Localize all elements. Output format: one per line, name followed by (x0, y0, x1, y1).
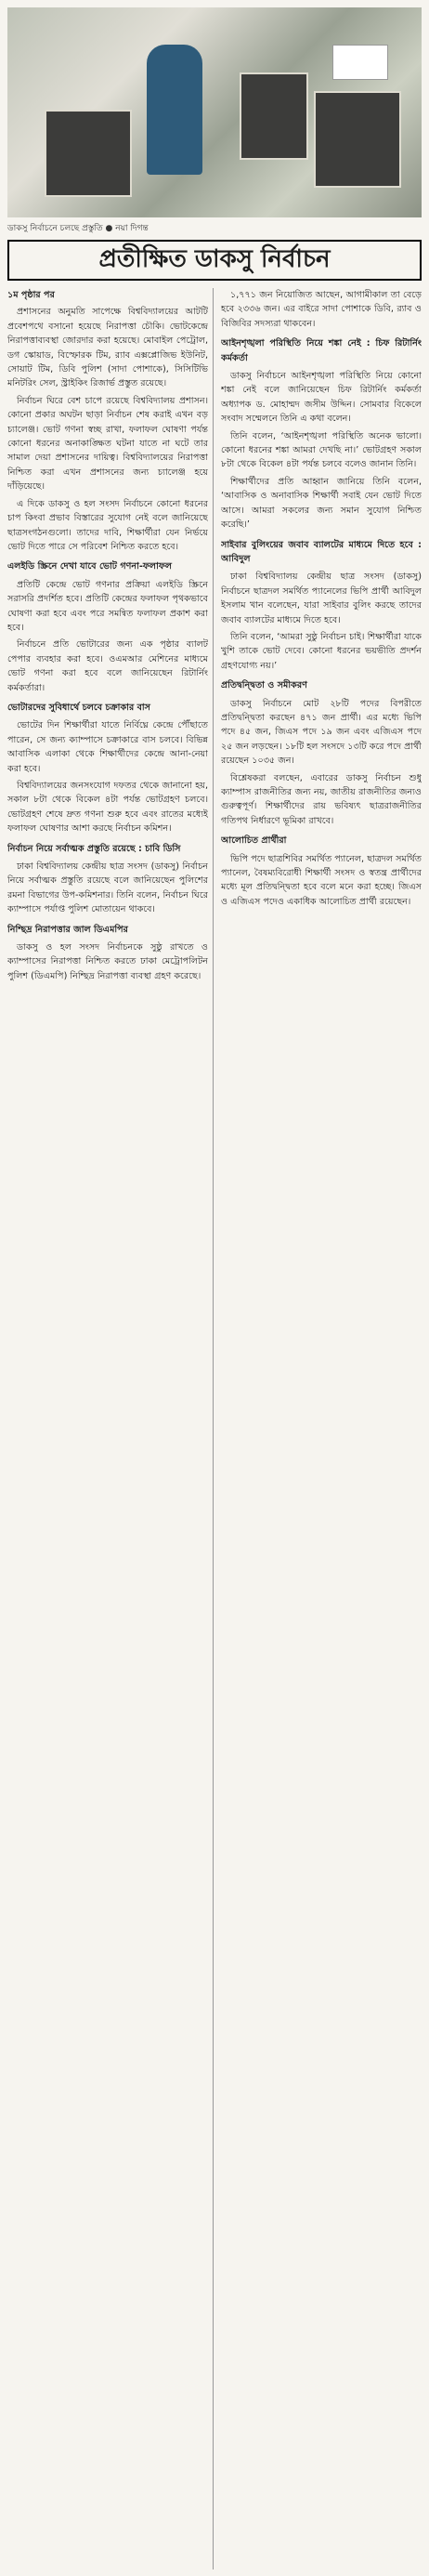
paragraph: নির্বাচনে প্রতি ভোটারের জন্য এক পৃষ্ঠার ব্যালট পেপার ব্যবহার করা হবে। ওএমআর মেশিনের মাধ্যমে ভোট গণনা করা হবে বলে জানিয়েছেন রিটার্নিং কর্মকর্তারা। (7, 639, 208, 693)
paragraph: ভোটের দিন শিক্ষার্থীরা যাতে নির্বিঘ্নে কেন্দ্রে পৌঁছাতে পারেন, সে জন্য ক্যাম্পাসে চক্রাকারে বাস চলবে। বিভিন্ন আবাসিক এলাকা থেকে শিক্ষার্থীদের কেন্দ্রে আনা-নেয়া করা হবে। (7, 720, 208, 774)
continuation-label: ১ম পৃষ্ঠার পর (7, 290, 55, 300)
subheading: সাইবার বুলিংয়ের জবাব ব্যালটের মাধ্যমে দিতে হবে : আবিদুল (221, 539, 422, 564)
paragraph: বিশ্ববিদ্যালয়ের জনসংযোগ দফতর থেকে জানানো হয়, সকাল ৮টা থেকে বিকেল ৪টা পর্যন্ত ভোটগ্রহণ চলবে। ভোটগ্রহণ শেষে দ্রুত গণনা শুরু হবে এবং রাতের মধ্যেই ফলাফল ঘোষণার আশা করছে নির্বাচন কমিশন। (7, 781, 208, 835)
paragraph: ঢাকা বিশ্ববিদ্যালয় কেন্দ্রীয় ছাত্র সংসদ (ডাকসু) নির্বাচন নিয়ে সর্বাত্মক প্রস্তুতি রয়েছে বলে জানিয়েছেন পুলিশের রমনা বিভাগের উপ-কমিশনার। তিনি বলেন, নির্বাচন ঘিরে ক্যাম্পাসে পর্যাপ্ত পুলিশ মোতায়েন থাকবে। (7, 861, 208, 915)
subheading: এলইডি স্ক্রিনে দেখা যাবে ভোট গণনা-ফলাফল (7, 561, 173, 572)
subheading: নিশ্ছিদ্র নিরাপত্তার জাল ডিএমপির (7, 924, 128, 935)
article-headline: প্রতীক্ষিত ডাকসু নির্বাচন (7, 240, 422, 281)
subheading: প্রতিদ্বন্দ্বিতা ও সমীকরণ (221, 680, 307, 691)
person-figure (147, 45, 202, 175)
column-divider (213, 288, 214, 2569)
paragraph: প্রশাসনের অনুমতি সাপেক্ষে বিশ্ববিদ্যালয়ের আটটি প্রবেশপথে বসানো হয়েছে নিরাপত্তা চৌকি। ভোটকেন্দ্রে নিরাপত্তাব্যবস্থা জোরদার করা হয়েছে। মোবাইল পেট্রোল, ডগ স্কোয়াড, বিস্ফোরক টিম, র‍্যাব এক্সপ্লোজিভ ইউনিট, সোয়াট টিম, ডিবি পুলিশ (সাদা পোশাকে), সিসিটিভি মনিটরিং সেল, স্ট্রাইকিং রিজার্ভ প্রস্তুত রয়েছে। (7, 307, 208, 389)
subheading: আইনশৃঙ্খলা পরিস্থিতি নিয়ে শঙ্কা নেই : চিফ রিটার্নিং কর্মকর্তা (221, 338, 422, 363)
paragraph: ডাকসু নির্বাচনে মোট ২৮টি পদের বিপরীতে প্রতিদ্বন্দ্বিতা করছেন ৪৭১ জন প্রার্থী। এর মধ্যে ভিপি পদে ৪৫ জন, জিএস পদে ১৯ জন এবং এজিএস পদে ২৫ জন লড়ছেন। ১৮টি হল সংসদে ১৩টি করে পদে প্রার্থী রয়েছেন ১০৩৫ জন। (221, 698, 422, 767)
paragraph: ঢাকা বিশ্ববিদ্যালয় কেন্দ্রীয় ছাত্র সংসদ (ডাকসু) নির্বাচনে ছাত্রদল সমর্থিত প্যানেলের ভিপি প্রার্থী আবিদুল ইসলাম খান বলেছেন, যারা সাইবার বুলিং করছে তাদের জবাব ব্যালটের মাধ্যমে দিতে হবে। (221, 572, 422, 625)
subheading: নির্বাচন নিয়ে সর্বাত্মক প্রস্তুতি রয়েছে : চাবি ডিসি (7, 843, 181, 854)
poster-label (332, 45, 388, 80)
paragraph: বিশ্লেষকরা বলছেন, এবারের ডাকসু নির্বাচন শুধু ক্যাম্পাস রাজনীতির জন্য নয়, জাতীয় রাজনীতির জন্যও গুরুত্বপূর্ণ। শিক্ষার্থীদের রায় ভবিষ্যৎ ছাত্ররাজনীতির গতিপথ নির্ধারণে ভূমিকা রাখবে। (221, 772, 422, 826)
photo-caption: ডাকসু নির্বাচনে চলছে প্রস্তুতি ● নয়া দিগন্ত (7, 224, 149, 233)
paragraph: এ দিকে ডাকসু ও হল সংসদ নির্বাচনে কোনো ধরনের চাপ কিংবা প্রভাব বিস্তারের সুযোগ নেই বলে জানিয়েছে ছাত্রসংগঠনগুলো। তাদের দাবি, শিক্ষার্থীরা যেন নির্ভয়ে ভোট দিতে পারে সে পরিবেশ নিশ্চিত করতে হবে। (7, 498, 208, 552)
paragraph: শিক্ষার্থীদের প্রতি আহ্বান জানিয়ে তিনি বলেন, ‘আবাসিক ও অনাবাসিক শিক্ষার্থী সবাই যেন ভোট দিতে আসে। আমরা সকলের জন্য সমান সুযোগ নিশ্চিত করেছি।’ (221, 476, 422, 531)
article-column-right (221, 288, 422, 2569)
paragraph: প্রতিটি কেন্দ্রে ভোট গণনার প্রক্রিয়া এলইডি স্ক্রিনে সরাসরি প্রদর্শিত হবে। প্রতিটি কেন্দ্রের ফলাফল পৃথকভাবে ঘোষণা করা হবে এবং পরে সমন্বিত ফলাফল প্রকাশ করা হবে। (7, 579, 208, 633)
paragraph: ১,৭৭১ জন নিয়োজিত আছেন, আগামীকাল তা বেড়ে হবে ২৩৩৬ জন। এর বাইরে সাদা পোশাকে ডিবি, র‍্যাব ও বিজিবির সদস্যরা থাকবেন। (221, 290, 422, 329)
news-photo (7, 7, 422, 217)
paragraph: তিনি বলেন, ‘আমরা সুষ্ঠু নির্বাচন চাই। শিক্ষার্থীরা যাকে খুশি তাকে ভোট দেবে। কোনো ধরনের ভয়ভীতি প্রদর্শন গ্রহণযোগ্য নয়।’ (221, 631, 422, 671)
article-column-left (7, 288, 208, 2569)
ballot-box (240, 72, 308, 160)
ballot-box (45, 110, 132, 197)
paragraph: তিনি বলেন, ‘আইনশৃঙ্খলা পরিস্থিতি অনেক ভালো। কোনো ধরনের শঙ্কা আমরা দেখছি না।’ ভোটগ্রহণ সকাল ৮টা থেকে বিকেল ৪টা পর্যন্ত চলবে বলেও জানান তিনি। (221, 430, 422, 470)
paragraph: নির্বাচন ঘিরে বেশ চাপে রয়েছে বিশ্ববিদ্যালয় প্রশাসন। কোনো প্রকার অঘটন ছাড়া নির্বাচন শেষ করাই এখন বড় চ্যালেঞ্জ। ভোট গণনা স্বচ্ছ রাখা, ফলাফল ঘোষণা পর্যন্ত কোনো ধরনের অনাকাঙ্ক্ষিত ঘটনা যাতে না ঘটে তার সামাল দেয়া প্রশাসনের দায়িত্ব। বিশ্ববিদ্যালয়ের নিরাপত্তা নিশ্চিত করা এখন প্রশাসনের জন্য চ্যালেঞ্জ হয়ে দাঁড়িয়েছে। (7, 395, 208, 493)
subheading: ভোটারদের সুবিধার্থে চলবে চক্রাকার বাস (7, 702, 151, 713)
subheading: আলোচিত প্রার্থীরা (221, 835, 287, 847)
paragraph: ডাকসু ও হল সংসদ নির্বাচনকে সুষ্ঠু রাখতে ও ক্যাম্পাসের নিরাপত্তা নিশ্চিত করতে ঢাকা মেট্রোপলিটন পুলিশ (ডিএমপি) নিশ্ছিদ্র নিরাপত্তা ব্যবস্থা গ্রহণ করেছে। (7, 942, 208, 981)
paragraph: ভিপি পদে ছাত্রশিবির সমর্থিত প্যানেল, ছাত্রদল সমর্থিত প্যানেল, বৈষম্যবিরোধী শিক্ষার্থী সংসদ ও স্বতন্ত্র প্রার্থীদের মধ্যে মূল প্রতিদ্বন্দ্বিতা হবে বলে মনে করা হচ্ছে। জিএস ও এজিএস পদেও একাধিক আলোচিত প্রার্থী রয়েছেন। (221, 853, 422, 907)
paragraph: ডাকসু নির্বাচনে আইনশৃঙ্খলা পরিস্থিতি নিয়ে কোনো শঙ্কা নেই বলে জানিয়েছেন চিফ রিটার্নিং কর্মকর্তা অধ্যাপক ড. মোহাম্মদ জসীম উদ্দিন। সোমবার বিকেলে সংবাদ সম্মেলনে তিনি এ কথা বলেন। (221, 371, 422, 425)
ballot-box (314, 91, 401, 188)
